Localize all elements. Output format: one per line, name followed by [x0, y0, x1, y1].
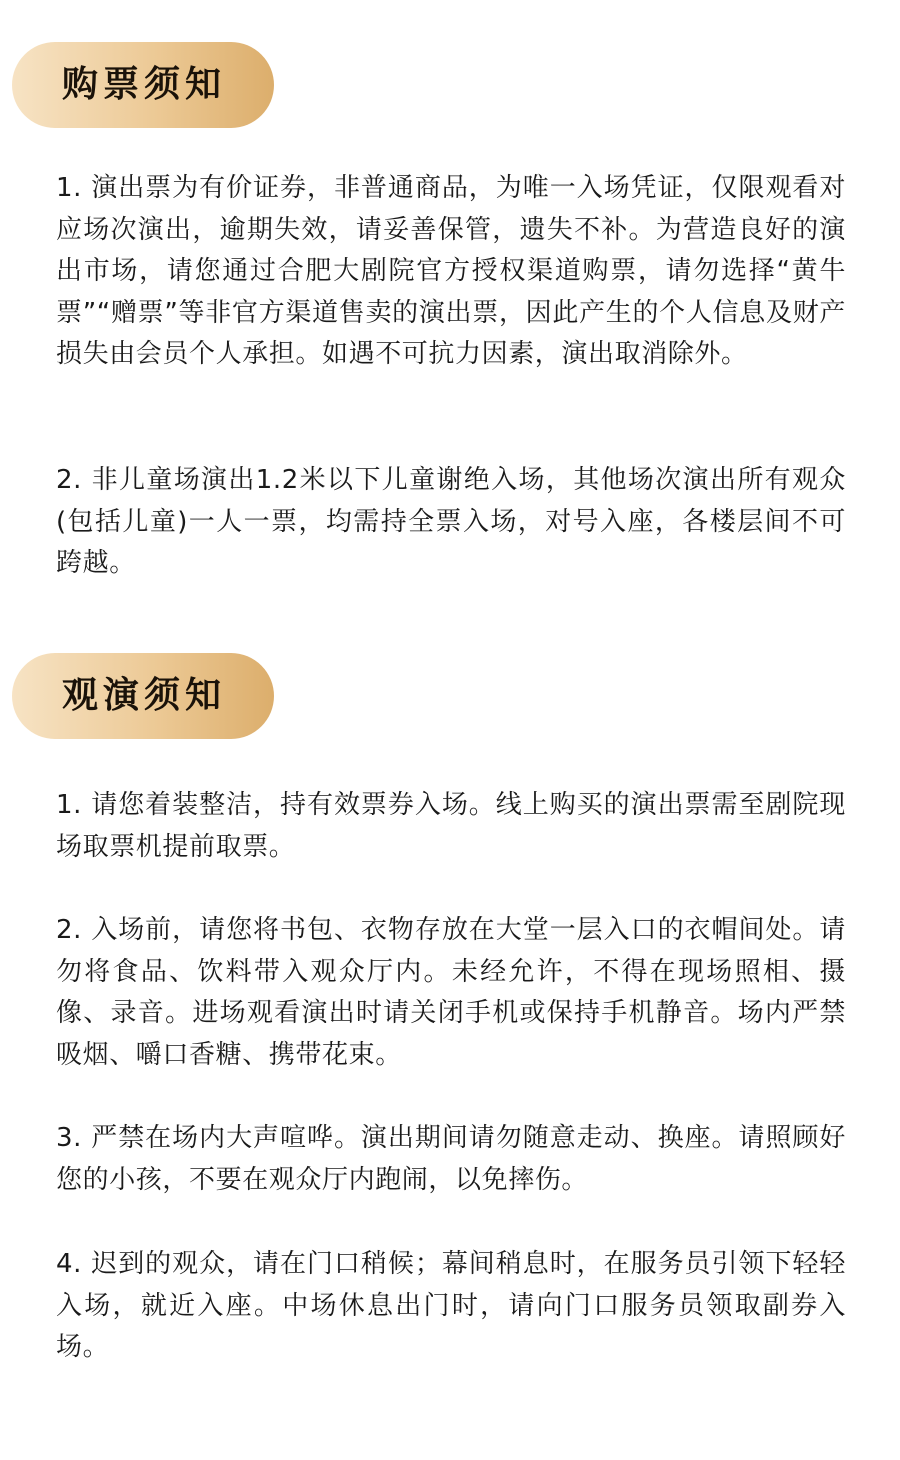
viewing-notice-paragraph-3: 3. 严禁在场内大声喧哗。演出期间请勿随意走动、换座。请照顾好您的小孩，不要在观众厅内跑闹，以免摔伤。 — [56, 1123, 846, 1195]
viewing-notice-paragraph-1: 1. 请您着装整洁，持有效票券入场。线上购买的演出票需至剧院现场取票机提前取票。 — [56, 790, 846, 862]
viewing-notice-title: 观演须知 — [62, 675, 227, 716]
viewing-notice-header — [12, 653, 274, 739]
purchase-notice-paragraph-1: 1. 演出票为有价证券，非普通商品，为唯一入场凭证，仅限观看对应场次演出，逾期失效，请妥善保管，遗失不补。为营造良好的演出市场，请您通过合肥大剧院官方授权渠道购票，请勿选择“黄牛票”“赠票”等非官方渠道售卖的演出票，因此产生的个人信息及财产损失由会员个人承担。如遇不可抗力因素，演出取消除外。 — [56, 173, 846, 369]
viewing-notice-paragraph-2: 2. 入场前，请您将书包、衣物存放在大堂一层入口的衣帽间处。请勿将食品、饮料带入观众厅内。未经允许，不得在现场照相、摄像、录音。进场观看演出时请关闭手机或保持手机静音。场内严禁吸烟、嚼口香糖、携带花束。 — [56, 915, 846, 1070]
purchase-notice-title: 购票须知 — [62, 64, 227, 105]
viewing-notice-paragraph-4: 4. 迟到的观众，请在门口稍候；幕间稍息时，在服务员引领下轻轻入场，就近入座。中场休息出门时，请向门口服务员领取副券入场。 — [56, 1249, 846, 1362]
purchase-notice-header — [12, 42, 274, 128]
purchase-notice-paragraph-2: 2. 非儿童场演出1.2米以下儿童谢绝入场，其他场次演出所有观众(包括儿童)一人一票，均需持全票入场，对号入座，各楼层间不可跨越。 — [56, 465, 846, 578]
